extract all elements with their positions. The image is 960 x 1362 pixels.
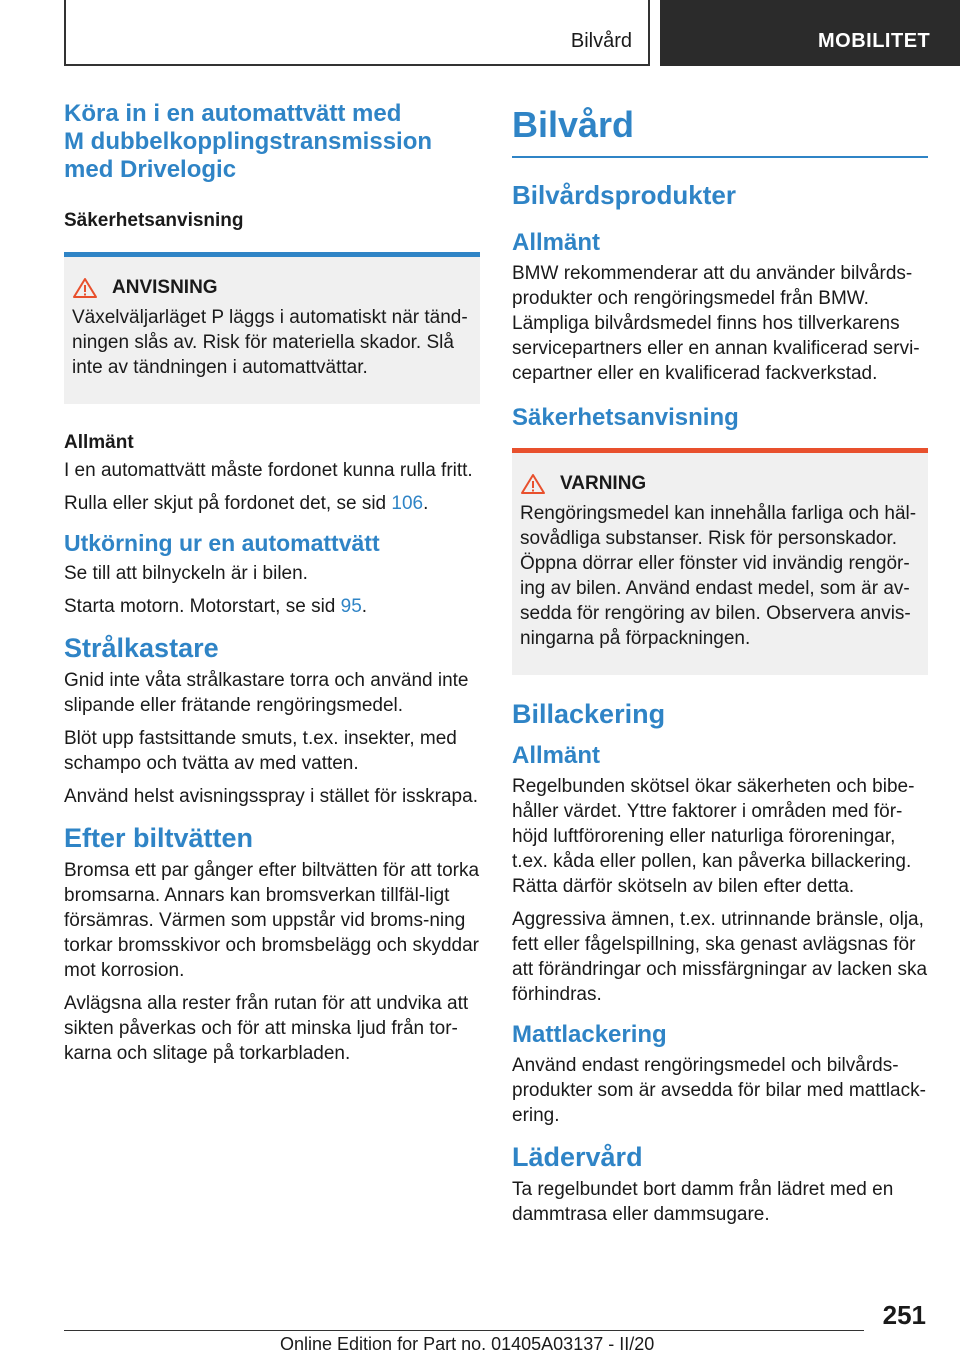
notice-text: Växelväljarläget P läggs i automatiskt när tänd-ningen slås av. Risk för materiella skador. Slå inte av tändningen i automattvättar. <box>72 307 468 378</box>
products-heading: Bilvårdsprodukter <box>512 180 736 210</box>
warning-triangle-icon <box>72 277 98 299</box>
heading-rule <box>512 156 928 158</box>
header-section-box <box>64 0 650 66</box>
page-number: 251 <box>882 1300 926 1330</box>
paint-p1: Regelbunden skötsel ökar säkerheten och bibe-håller värdet. Yttre faktorer i områden med för-höjd luftförorening eller naturliga föroreningar, t.ex. kåda eller pollen, kan påverka billackering. Rätta därför skötseln av bilen efter detta. <box>512 776 915 897</box>
after-p1: Bromsa ett par gånger efter biltvätten för att torka bromsarna. Annars kan bromsverkan tillfäl-ligt försämras. Värmen som uppstår vid broms-ning torkar bromsskivor och bromsbelägg och skyddar mot korrosion. <box>64 860 480 981</box>
header-section-title: Bilvård <box>570 30 632 52</box>
header-chapter-tab[interactable]: MOBILITET <box>660 0 960 66</box>
general-heading-left: Allmänt <box>64 432 134 453</box>
headlights-p2: Blöt upp fastsittande smuts, t.ex. insekter, med schampo och tvätta av med vatten. <box>64 728 457 774</box>
notice-header <box>72 277 470 299</box>
paint-p2: Aggressiva ämnen, t.ex. utrinnande bränsle, olja, fett eller fågelspillning, ska genast avlägsnas för att förändringar och missfärgningar av lacken ska förhindras. <box>512 909 928 1005</box>
warning-text: Rengöringsmedel kan innehålla farliga och häl-sovådliga substanser. Risk för personskador. Öppna dörrar eller fönster vid invändig rengör-ing av bilen. Använd endast medel, som är av-sedda för rengöring av bilen. Observera anvis-ningarna på förpackningen. <box>520 503 917 649</box>
paint-general-heading: Allmänt <box>512 742 601 769</box>
page-link-95[interactable]: 95 <box>340 596 362 617</box>
notice-box <box>64 252 480 404</box>
matte-p: Använd endast rengöringsmedel och bilvårds-produkter som är avsedda för bilar med mattlack-ering. <box>512 1055 926 1126</box>
leather-heading: Lädervård <box>512 1142 643 1172</box>
page-link-106[interactable]: 106 <box>391 493 424 514</box>
right-column <box>512 100 928 1227</box>
footer-rule <box>64 1330 864 1331</box>
title-line-3: med Drivelogic <box>64 156 237 183</box>
general-p-right: BMW rekommenderar att du använder bilvårds-produkter och rengöringsmedel från BMW. Lämpliga bilvårdsmedel finns hos tillverkarens servicepartners eller en annan kvalificerad servi-cepartner eller en kvalificerad fackverkstad. <box>512 263 920 384</box>
exit-p2: Starta motorn. Motorstart, se sid 95. <box>64 596 368 617</box>
safety-heading-right: Säkerhetsanvisning <box>512 404 739 431</box>
headlights-p1: Gnid inte våta strålkastare torra och använd inte slipande eller frätande rengöringsmedel. <box>64 670 469 716</box>
exit-heading: Utkörning ur en automattvätt <box>64 530 380 556</box>
title-line-2: M dubbelkopplingstransmission <box>64 128 433 155</box>
general-p2: Rulla eller skjut på fordonet det, se sid 106. <box>64 493 429 514</box>
headlights-heading: Strålkastare <box>64 633 219 663</box>
after-p2: Avlägsna alla rester från rutan för att undvika att sikten påverkas och för att minska ljud från tor-karna och slitage på torkarbladen. <box>64 993 469 1064</box>
general-p1: I en automattvätt måste fordonet kunna rulla fritt. <box>64 460 473 481</box>
warning-triangle-icon <box>520 473 546 495</box>
leather-p: Ta regelbundet bort damm från lädret med en dammtrasa eller dammsugare. <box>512 1179 894 1225</box>
safety-heading-left: Säkerhetsanvisning <box>64 210 244 231</box>
warning-header <box>520 473 918 495</box>
exit-p1: Se till att bilnyckeln är i bilen. <box>64 563 308 584</box>
headlights-p3: Använd helst avisningsspray i stället för isskrapa. <box>64 786 478 807</box>
car-care-heading: Bilvård <box>512 104 635 145</box>
footer-edition: Online Edition for Part no. 01405A03137 - II/20 <box>280 1334 655 1354</box>
left-column <box>64 100 480 1066</box>
after-wash-heading: Efter biltvätten <box>64 823 254 853</box>
general-heading-right: Allmänt <box>512 229 601 256</box>
matte-heading: Mattlackering <box>512 1021 667 1048</box>
title-line-1: Köra in i en automattvätt med <box>64 100 402 127</box>
paint-heading: Billackering <box>512 699 666 729</box>
warning-label: VARNING <box>560 473 647 494</box>
notice-label: ANVISNING <box>112 277 218 298</box>
warning-box <box>512 448 928 675</box>
car-wash-title <box>64 100 480 184</box>
